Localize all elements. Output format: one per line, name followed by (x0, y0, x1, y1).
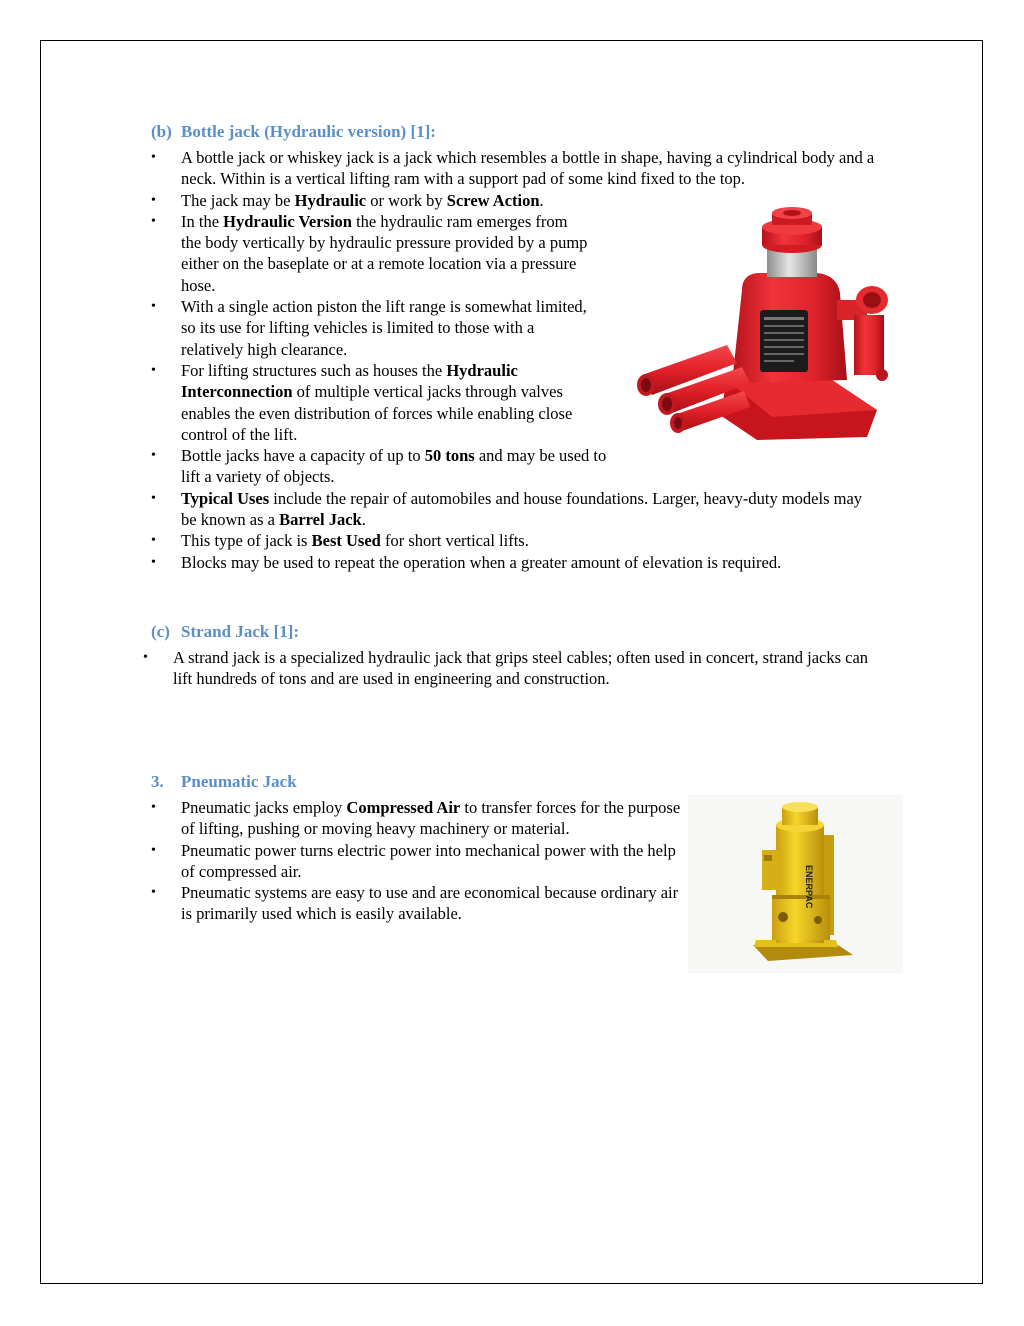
red-bottle-jack-image (632, 205, 910, 445)
list-item: • Pneumatic jacks employ Compressed Air to transfer forces for the purpose of lifting, pushing or moving heavy machinery or material. (151, 797, 681, 840)
list-item: • The jack may be Hydraulic or work by Screw Action. (151, 190, 881, 211)
brand-label: ENERPAC (804, 865, 814, 909)
list-item: • Pneumatic systems are easy to use and are economical because ordinary air is primarily used which is easily available. (151, 882, 681, 925)
list-item: • Blocks may be used to repeat the operation when a greater amount of elevation is required. (151, 552, 881, 573)
list-item: • In the Hydraulic Version the hydraulic ram emerges from the body vertically by hydraulic pressure provided by a pump either on the baseplate or at a remote location via a pressure hose. (151, 211, 591, 296)
section-3-number: 3. (151, 772, 164, 791)
list-item: • A bottle jack or whiskey jack is a jack which resembles a bottle in shape, having a cylindrical body and a neck. Within is a vertical lifting ram with a support pad of some kind fixed to the top. (151, 147, 881, 190)
list-item: • This type of jack is Best Used for short vertical lifts. (151, 530, 881, 551)
section-3-list (151, 797, 681, 925)
section-c-number: (c) (151, 622, 170, 641)
section-b-heading (151, 121, 436, 143)
list-item: • Pneumatic power turns electric power into mechanical power with the help of compressed air. (151, 840, 681, 883)
section-c-list (143, 647, 883, 690)
section-b-number: (b) (151, 122, 172, 141)
list-item: • With a single action piston the lift range is somewhat limited, so its use for lifting vehicles is limited to those with a relatively high clearance. (151, 296, 591, 360)
list-item: • For lifting structures such as houses the Hydraulic Interconnection of multiple vertical jacks through valves enables the even distribution of forces while enabling close control of the lift. (151, 360, 591, 445)
section-c-heading (151, 621, 299, 643)
bottle-jack-icon (632, 205, 910, 445)
pneumatic-jack-icon (688, 795, 903, 973)
section-3-heading (151, 771, 297, 793)
section-3-title: Pneumatic Jack (181, 772, 297, 791)
section-c-title: Strand Jack [1]: (181, 622, 300, 641)
section-b-title: Bottle jack (Hydraulic version) [1]: (181, 122, 436, 141)
yellow-pneumatic-jack-image (688, 795, 903, 973)
list-item: • Bottle jacks have a capacity of up to 50 tons and may be used to lift a variety of objects. (151, 445, 611, 488)
list-item: • A strand jack is a specialized hydraulic jack that grips steel cables; often used in concert, strand jacks can lift hundreds of tons and are used in engineering and construction. (143, 647, 883, 690)
list-item: • Typical Uses include the repair of automobiles and house foundations. Larger, heavy-duty models may be known as a Barrel Jack. (151, 488, 881, 531)
